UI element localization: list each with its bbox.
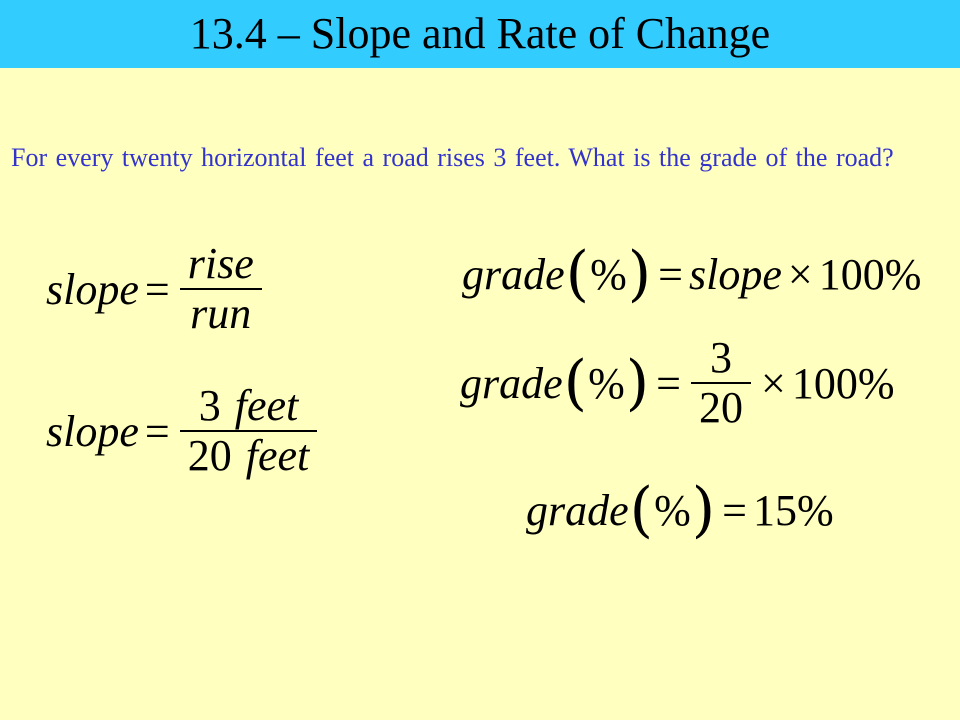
result-value: 15%	[752, 485, 834, 535]
open-paren: (	[563, 348, 588, 418]
fraction-denominator: run	[190, 289, 252, 338]
equals-sign: =	[144, 406, 170, 456]
open-paren: (	[629, 475, 654, 545]
fraction-denominator: 20	[698, 383, 743, 432]
slope-substitution-equation	[46, 382, 321, 480]
title-bar	[0, 0, 960, 68]
fraction-numerator	[191, 382, 307, 430]
equals-sign: =	[656, 358, 681, 408]
fraction-numerator: 3	[709, 333, 732, 382]
close-paren: )	[691, 475, 716, 545]
slope-definition-equation	[46, 240, 266, 338]
close-paren: )	[627, 239, 652, 309]
slope-term: slope	[688, 249, 782, 299]
three-over-twenty-fraction	[691, 334, 751, 432]
percent-symbol: %	[588, 358, 625, 408]
denominator-unit: feet	[245, 431, 310, 480]
grade-lhs: grade	[526, 485, 629, 535]
numerator-value: 3	[198, 381, 221, 430]
equals-sign: =	[658, 249, 683, 299]
times-sign: ×	[787, 249, 813, 299]
close-paren: )	[625, 348, 650, 418]
open-paren: (	[565, 239, 590, 309]
grade-lhs: grade	[460, 358, 563, 408]
question-text: For every twenty horizontal feet a road rises 3 feet. What is the grade of the road?	[11, 143, 894, 172]
hundred-percent: 100%	[791, 358, 895, 408]
grade-definition-equation	[462, 239, 922, 309]
grade-substitution-equation	[460, 334, 894, 432]
slide-title: 13.4 – Slope and Rate of Change	[189, 9, 771, 58]
slope-lhs: slope	[46, 406, 139, 456]
equals-sign: =	[144, 264, 170, 314]
feet-fraction	[180, 382, 318, 480]
slope-lhs: slope	[46, 264, 139, 314]
fraction-denominator	[180, 432, 318, 480]
equals-sign: =	[722, 485, 747, 535]
percent-symbol: %	[590, 249, 627, 299]
numerator-unit: feet	[234, 381, 299, 430]
hundred-percent: 100%	[818, 249, 922, 299]
rise-over-run-fraction	[180, 240, 262, 338]
fraction-numerator: rise	[187, 239, 254, 288]
grade-lhs: grade	[462, 249, 565, 299]
denominator-value: 20	[187, 431, 232, 480]
grade-result-equation	[526, 475, 834, 545]
times-sign: ×	[760, 358, 786, 408]
percent-symbol: %	[654, 485, 691, 535]
